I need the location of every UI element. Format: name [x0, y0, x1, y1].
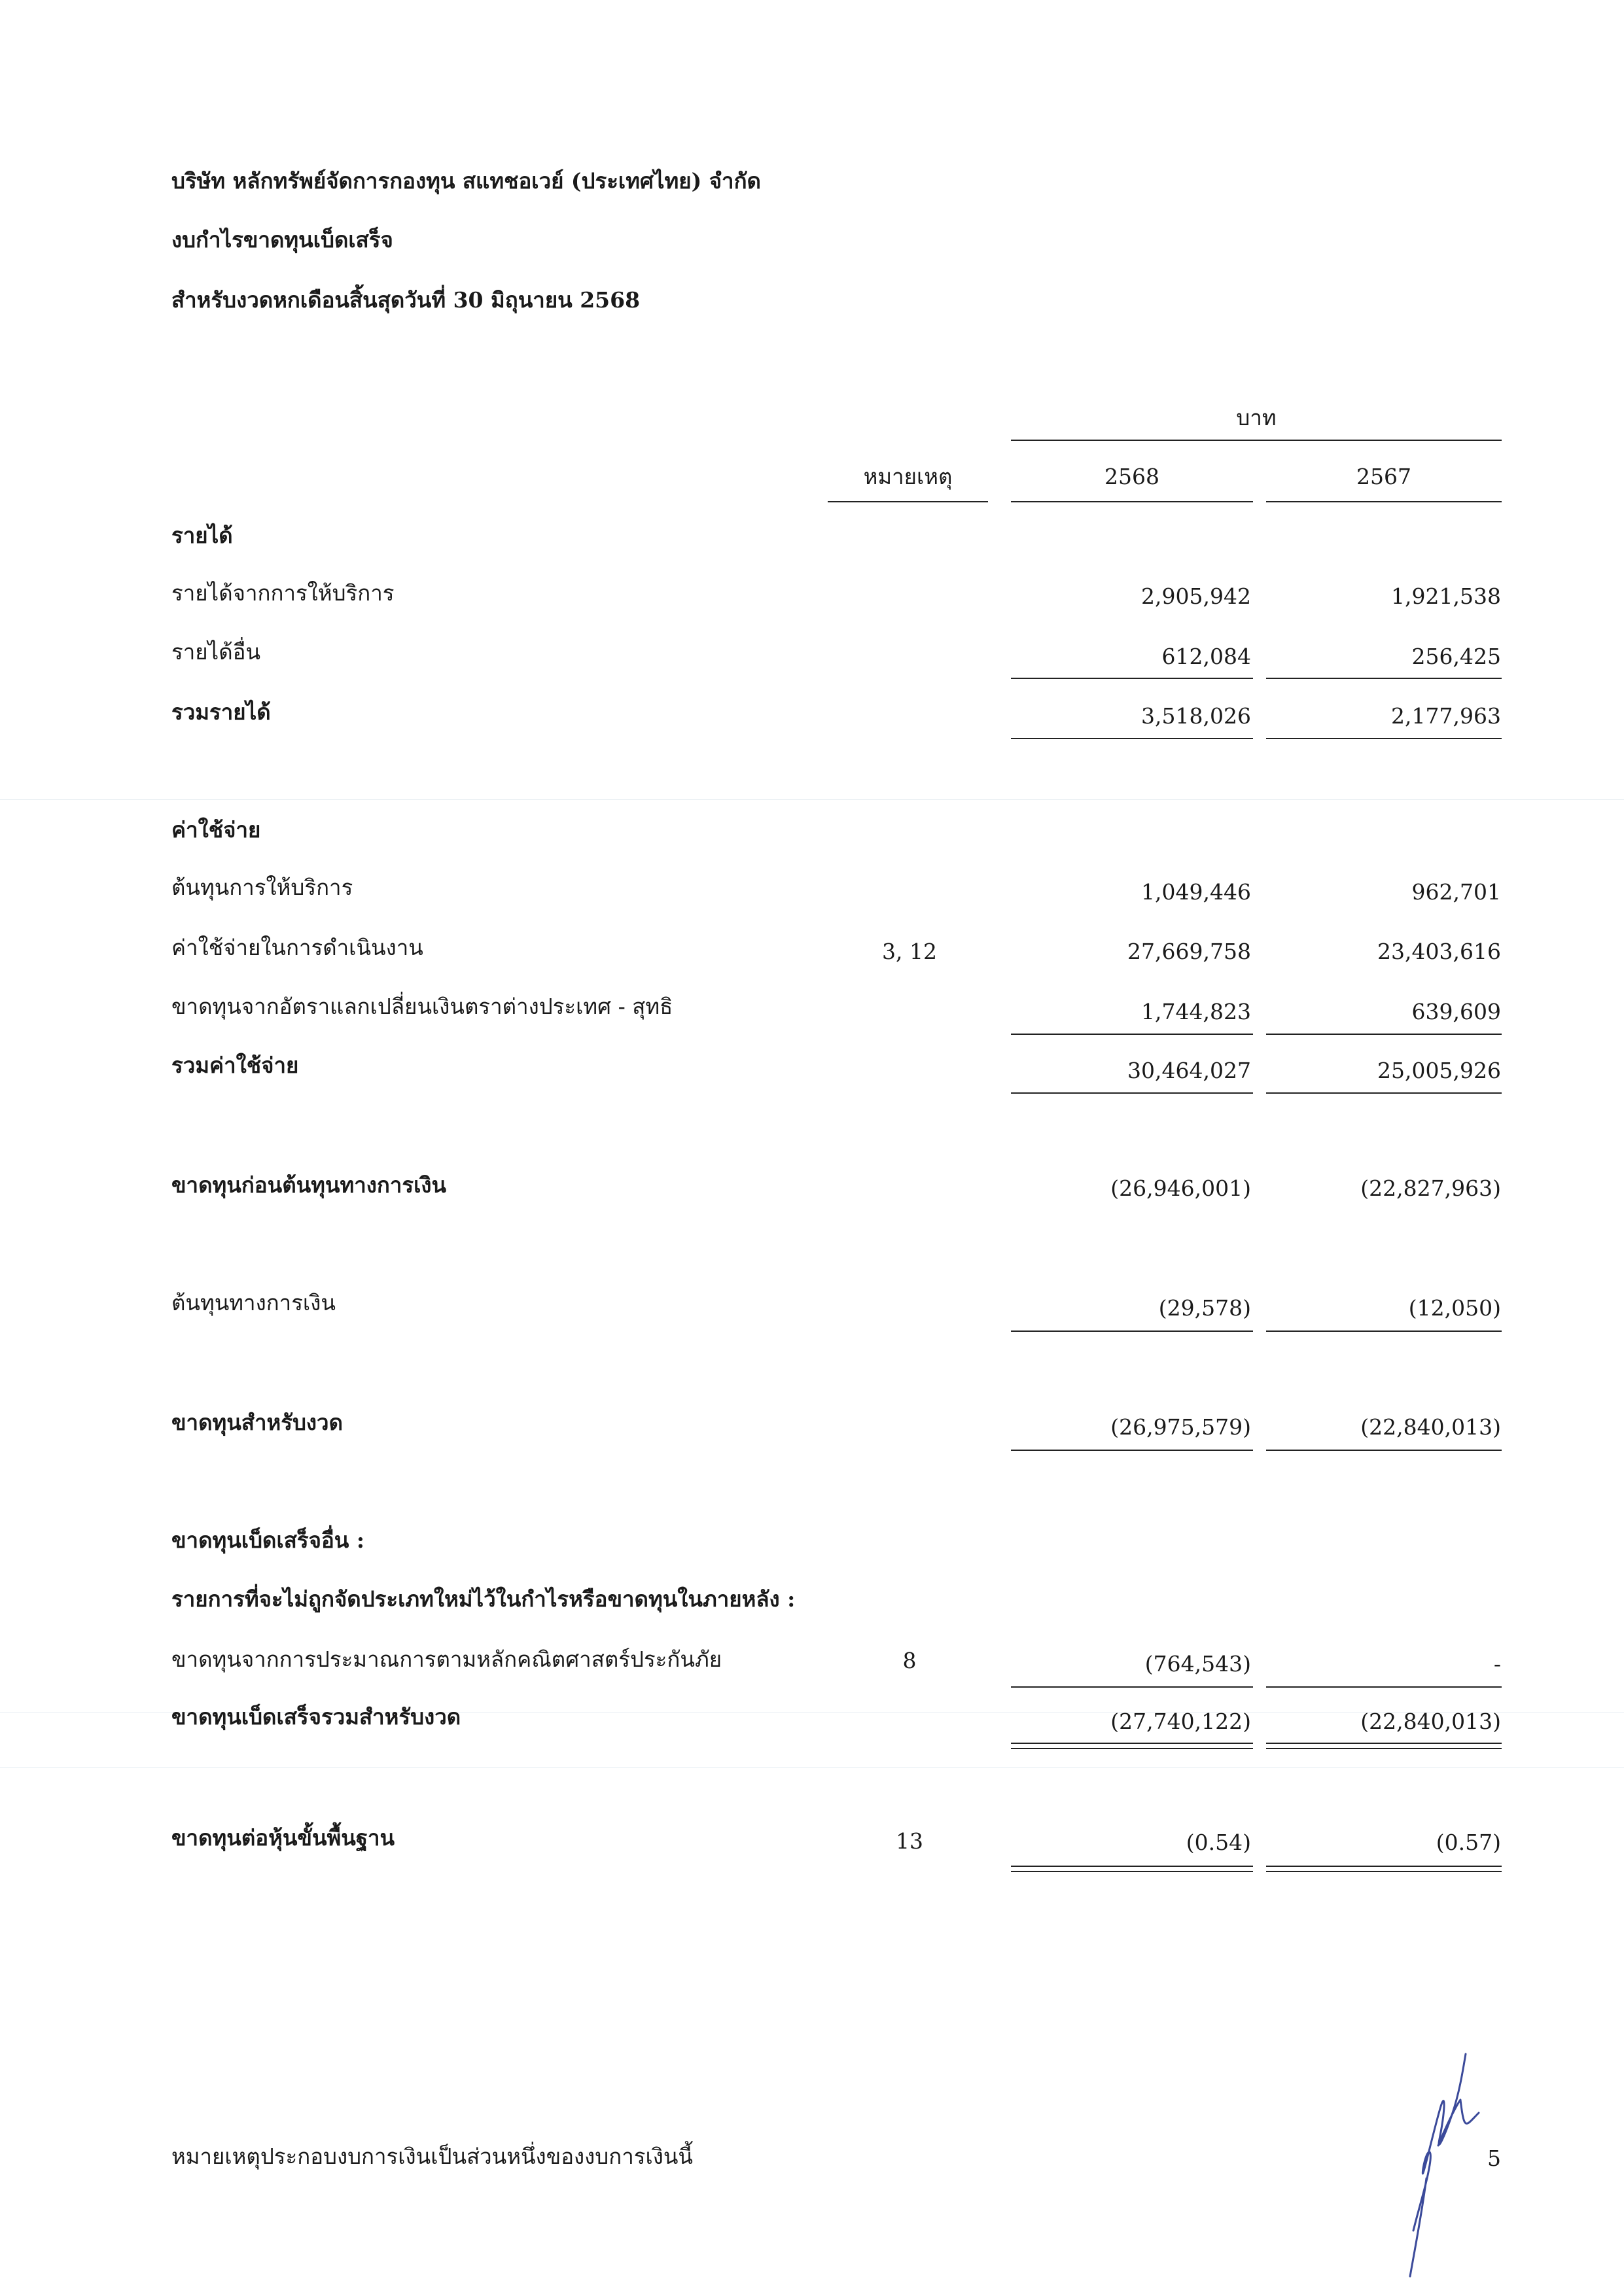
- note-column-header: หมายเหตุ: [863, 464, 953, 489]
- subtotal-rule: [1266, 1686, 1502, 1688]
- loss-period-2568: (26,975,579): [1110, 1414, 1251, 1440]
- actuarial-loss-2568: (764,543): [1144, 1651, 1251, 1677]
- expenses-heading: ค่าใช้จ่าย: [171, 817, 261, 843]
- currency-header: บาท: [1236, 405, 1277, 430]
- service-revenue-2568: 2,905,942: [1141, 583, 1251, 609]
- eps-2568: (0.54): [1186, 1830, 1251, 1855]
- total-revenue-2567: 2,177,963: [1391, 703, 1501, 729]
- loss-before-finance-2567: (22,827,963): [1360, 1175, 1501, 1201]
- actuarial-loss-2567: -: [1493, 1651, 1501, 1677]
- fx-loss-label: ขาดทุนจากอัตราแลกเปลี่ยนเงินตราต่างประเทศ - สุทธิ: [171, 994, 673, 1019]
- total-rule: [1266, 1450, 1502, 1451]
- double-total-rule: [1011, 1743, 1253, 1749]
- other-revenue-label: รายได้อื่น: [171, 639, 260, 665]
- subtotal-rule: [1011, 1686, 1253, 1688]
- total-rule: [1011, 1450, 1253, 1451]
- fx-loss-2568: 1,744,823: [1141, 999, 1251, 1024]
- cost-of-service-label: ต้นทุนการให้บริการ: [171, 875, 353, 900]
- total-comprehensive-loss-2568: (27,740,122): [1110, 1709, 1251, 1734]
- total-comprehensive-loss-2567: (22,840,013): [1360, 1709, 1501, 1734]
- loss-period-label: ขาดทุนสำหรับงวด: [171, 1410, 344, 1435]
- total-revenue-2568: 3,518,026: [1141, 703, 1251, 729]
- note-header-underline: [828, 501, 988, 502]
- double-total-rule: [1011, 1866, 1253, 1872]
- eps-label: ขาดทุนต่อหุ้นขั้นพื้นฐาน: [171, 1825, 395, 1851]
- footer-note: หมายเหตุประกอบงบการเงินเป็นส่วนหนึ่งของงบการเงินนี้: [171, 2144, 693, 2169]
- year-2567-header: 2567: [1356, 464, 1411, 489]
- cost-of-service-2568: 1,049,446: [1141, 879, 1251, 905]
- statement-title: งบกำไรขาดทุนเบ็ดเสร็จ: [171, 227, 393, 252]
- total-expenses-label: รวมค่าใช้จ่าย: [171, 1052, 299, 1078]
- double-total-rule: [1266, 1743, 1502, 1749]
- finance-cost-2567: (12,050): [1408, 1295, 1501, 1321]
- operating-expenses-2568: 27,669,758: [1127, 939, 1251, 964]
- subtotal-rule: [1266, 678, 1502, 679]
- oci-subheading: รายการที่จะไม่ถูกจัดประเภทใหม่ไว้ในกำไรหรือขาดทุนในภายหลัง :: [171, 1586, 796, 1612]
- total-rule: [1011, 1092, 1253, 1094]
- total-rule: [1011, 738, 1253, 739]
- subtotal-rule: [1011, 678, 1253, 679]
- scan-artifact-line: [0, 799, 1624, 800]
- total-rule: [1266, 738, 1502, 739]
- oci-heading: ขาดทุนเบ็ดเสร็จอื่น :: [171, 1527, 365, 1553]
- company-name: บริษัท หลักทรัพย์จัดการกองทุน สแทชอเวย์ (ประเทศไทย) จำกัด: [171, 168, 761, 194]
- operating-expenses-label: ค่าใช้จ่ายในการดำเนินงาน: [171, 935, 423, 960]
- other-revenue-2568: 612,084: [1161, 644, 1251, 669]
- revenue-heading: รายได้: [171, 523, 233, 548]
- year-2568-underline: [1011, 501, 1253, 502]
- statement-period: สำหรับงวดหกเดือนสิ้นสุดวันที่ 30 มิถุนายน 2568: [171, 287, 641, 313]
- finance-cost-2568: (29,578): [1158, 1295, 1251, 1321]
- fx-loss-2567: 639,609: [1411, 999, 1501, 1024]
- other-revenue-2567: 256,425: [1411, 644, 1501, 669]
- scan-artifact-line: [0, 1767, 1624, 1768]
- actuarial-loss-note: 8: [902, 1648, 917, 1673]
- cost-of-service-2567: 962,701: [1411, 879, 1501, 905]
- subtotal-rule: [1266, 1331, 1502, 1332]
- eps-2567: (0.57): [1436, 1830, 1501, 1855]
- service-revenue-2567: 1,921,538: [1391, 583, 1501, 609]
- double-total-rule: [1266, 1866, 1502, 1872]
- eps-note: 13: [896, 1828, 923, 1854]
- year-2568-header: 2568: [1104, 464, 1159, 489]
- loss-period-2567: (22,840,013): [1360, 1414, 1501, 1440]
- total-expenses-2568: 30,464,027: [1127, 1058, 1251, 1083]
- total-revenue-label: รวมรายได้: [171, 699, 271, 725]
- operating-expenses-2567: 23,403,616: [1377, 939, 1501, 964]
- subtotal-rule: [1266, 1034, 1502, 1035]
- finance-cost-label: ต้นทุนทางการเงิน: [171, 1290, 336, 1315]
- year-2567-underline: [1266, 501, 1502, 502]
- total-expenses-2567: 25,005,926: [1377, 1058, 1501, 1083]
- currency-underline: [1011, 440, 1502, 441]
- page-number: 5: [1487, 2146, 1501, 2171]
- service-revenue-label: รายได้จากการให้บริการ: [171, 580, 395, 606]
- loss-before-finance-2568: (26,946,001): [1110, 1175, 1251, 1201]
- signature-scribble: [1400, 2034, 1492, 2283]
- subtotal-rule: [1011, 1034, 1253, 1035]
- loss-before-finance-label: ขาดทุนก่อนต้นทุนทางการเงิน: [171, 1172, 447, 1198]
- subtotal-rule: [1011, 1331, 1253, 1332]
- actuarial-loss-label: ขาดทุนจากการประมาณการตามหลักคณิตศาสตร์ประกันภัย: [171, 1646, 722, 1672]
- total-comprehensive-loss-label: ขาดทุนเบ็ดเสร็จรวมสำหรับงวด: [171, 1704, 461, 1730]
- total-rule: [1266, 1092, 1502, 1094]
- operating-expenses-note: 3, 12: [882, 939, 937, 964]
